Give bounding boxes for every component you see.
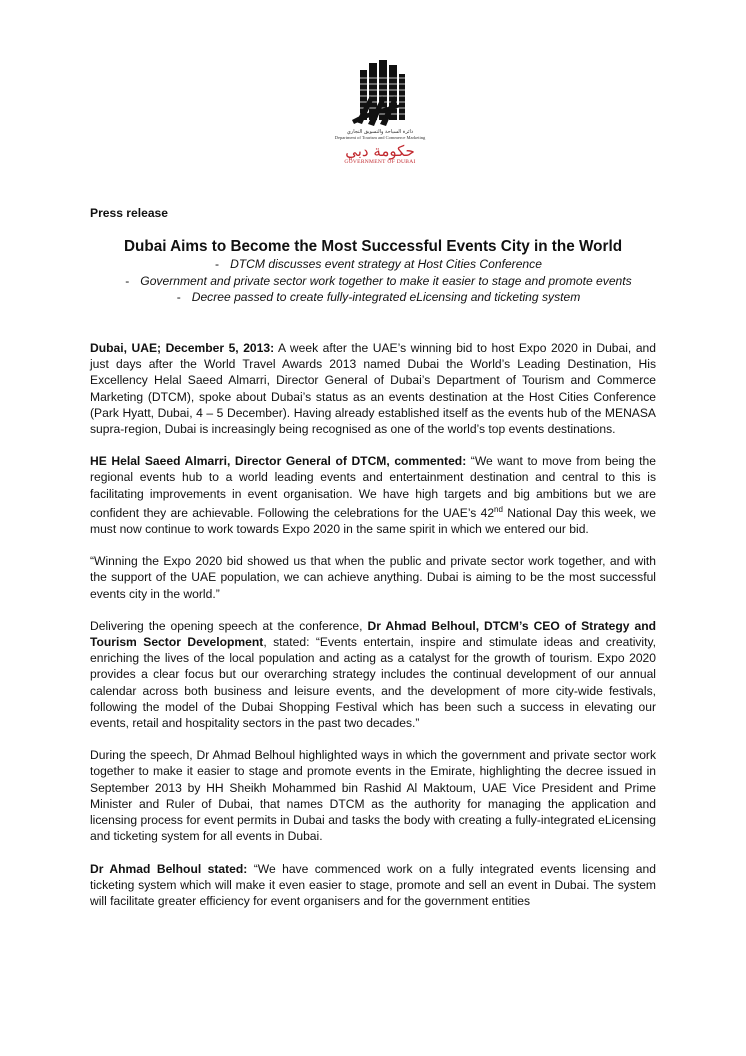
government-english-text: GOVERNMENT OF DUBAI (344, 159, 416, 165)
press-release-body (90, 205, 656, 909)
speaker-attribution: Dr Ahmad Belhoul, DTCM’s CEO of Strategy and Tourism Sector Development (90, 618, 656, 650)
subheading-item: - Government and private sector work together to make it easier to stage and promote events (125, 273, 632, 288)
dtcm-logo (320, 60, 440, 210)
government-arabic-text: حكومة دبي (345, 142, 415, 160)
subheading-item: - Decree passed to create fully-integrated eLicensing and ticketing system (176, 290, 581, 305)
paragraph-text: A week after the UAE’s winning bid to host Expo 2020 in Dubai, and just days after the World Travel Awards 2013 named Dubai the World’s Leading Destination, His Excellency Helal Saeed Almarri, Director General of Dubai’s Department of Tourism and Commerce Marketing (DTCM), spoke about Dubai’s status as an events destination at the Host Cities Conference (Park Hyatt, Dubai, 4 – 5 December). Having already established itself as the events hub of the MENASA supra-region, Dubai is increasingly being recognised as one of the world’s top events destinations. (90, 340, 656, 436)
subheading-text: Government and private sector work together to make it easier to stage and promote events (140, 273, 632, 288)
speaker-attribution: Dr Ahmad Belhoul stated: (90, 861, 248, 876)
paragraph-text: National Day this week, we must now continue to work towards Expo 2020 in the same spirit in which we entered our bid. (90, 505, 656, 537)
subheading-list (90, 256, 656, 306)
paragraph-quote-belhoul (90, 861, 656, 910)
subheading-text: DTCM discusses event strategy at Host Cities Conference (230, 257, 542, 272)
headline: Dubai Aims to Become the Most Successful Events City in the World (123, 238, 623, 256)
paragraph-text: “We want to move from being the regional events hub to a world leading events and entertainment destination and central to this is facilitating improvements in event organisation. We have high targets and big ambitions but we are confident they are achievable. Following the celebrations for the UAE’s 42 (90, 454, 656, 520)
dateline: Dubai, UAE; December 5, 2013: (90, 340, 275, 355)
subheading-item: - DTCM discusses event strategy at Host Cities Conference (215, 257, 542, 272)
subheading-text: Decree passed to create fully-integrated eLicensing and ticketing system (191, 290, 581, 305)
paragraph-decree: During the speech, Dr Ahmad Belhoul highlighted ways in which the government and private sector work together to make it easier to stage and promote events in the Emirate, highlighting the decree issued in September 2013 by HH Sheikh Mohammed bin Rashid Al Maktoum, UAE Vice President and Prime Minister and Ruler of Dubai, that names DTCM as the authority for managing the application and licensing process for event permits in Dubai and tasks the body with creating a fully-integrated eLicensing and ticketing system for all events in Dubai. (90, 748, 656, 844)
paragraph-text: Delivering the opening speech at the conference, (90, 618, 368, 633)
paragraph-quote-almarri (90, 453, 656, 537)
paragraph-text: , stated: “Events entertain, inspire and stimulate ideas and creativity, enriching the lives of the local population and acting as a catalyst for the growth of tourism. Expo 2020 provides a clear focus but our overarching strategy includes the continual development of our annual calendar across both business and leisure events, and the development of more city-wide festivals, following the model of the Dubai Shopping Festival which has been such a success in elevating our events, retail and hospitality sectors in the past two decades.” (90, 635, 656, 731)
paragraph-intro (90, 340, 656, 437)
speaker-attribution: HE Helal Saeed Almarri, Director General of DTCM, commented: (90, 454, 467, 469)
paragraph-opening-speech (90, 618, 656, 731)
paragraph-quote-continued: “Winning the Expo 2020 bid showed us that when the public and private sector work together, and with the support of the UAE population, we can achieve anything. Dubai is aiming to be the most successful events city in the world.” (90, 554, 656, 601)
paragraph-text: “We have commenced work on a fully integrated events licensing and ticketing system which will make it even easier to stage, promote and sell an event in Dubai. The system will facilitate greater efficiency for event organisers and for the government entities (90, 861, 656, 908)
dtcm-emblem-icon (350, 60, 410, 128)
press-release-label: Press release (90, 206, 169, 220)
logo-arabic-text: دائرة السياحة والتسويق التجاري (346, 129, 414, 135)
logo-english-text: Department of Tourism and Commerce Marketing (334, 135, 426, 140)
superscript: nd (494, 504, 503, 514)
